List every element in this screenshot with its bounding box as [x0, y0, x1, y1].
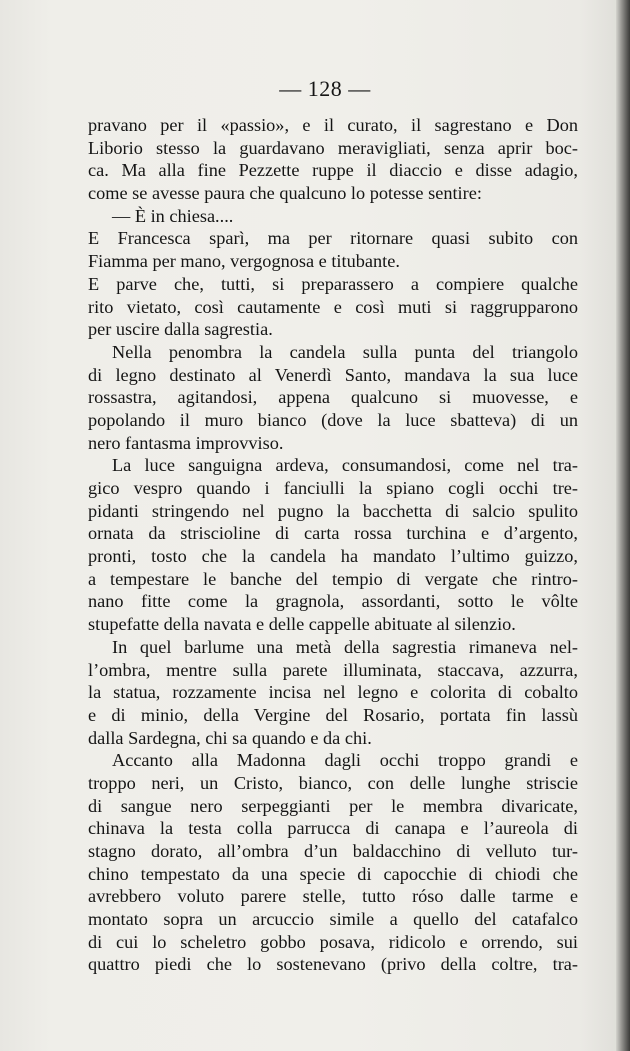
text-line: come se avesse paura che qualcuno lo potesse sentire:	[88, 183, 482, 204]
page-number: — 128 —	[279, 76, 371, 101]
text-line: E Francesca sparì, ma per ritornare quasi subito con	[88, 228, 578, 249]
text-line: E parve che, tutti, si preparassero a compiere qualche	[88, 273, 578, 294]
text-line: chinava la testa colla parrucca di canapa e l’aureola di	[88, 818, 578, 839]
text-line: la statua, rozzamente incisa nel legno e colorita di cobalto	[88, 682, 578, 703]
text-line: montato sopra un arcuccio simile a quello del catafalco	[88, 909, 578, 930]
text-line: nero fantasma improvviso.	[88, 432, 284, 453]
text-line: dalla Sardegna, chi sa quando e da chi.	[88, 727, 372, 748]
text-line: Liborio stesso la guardavano meravigliati, senza aprir boc-	[88, 137, 578, 158]
text-line: pidanti stringendo nel pugno la bacchetta di salcio spulito	[88, 500, 578, 521]
text-line: pravano per il «passio», e il curato, il sagrestano e Don	[88, 115, 578, 135]
text-line: popolando il muro bianco (dove la luce sbatteva) di un	[88, 409, 578, 430]
paragraph	[88, 273, 578, 341]
text-line: l’ombra, mentre sulla parete illuminata, staccava, azzurra,	[88, 659, 578, 680]
text-line: pronti, tosto che la candela ha mandato l’ultimo guizzo,	[88, 546, 578, 567]
paragraph	[88, 636, 578, 749]
paragraph	[88, 341, 578, 454]
paragraph	[88, 454, 578, 636]
text-line: Fiamma per mano, vergognosa e titubante.	[88, 251, 400, 272]
text-line: a tempestare le banche del tempio di vergate che rintro-	[88, 568, 578, 589]
paragraph	[88, 749, 578, 976]
text-line: ca. Ma alla fine Pezzette ruppe il diaccio e disse adagio,	[88, 160, 578, 181]
text-line: rito vietato, così cautamente e così muti si raggrupparono	[88, 296, 578, 317]
text-line: quattro piedi che lo sostenevano (privo della coltre, tra-	[88, 954, 578, 975]
text-line: La luce sanguigna ardeva, consumandosi, come nel tra-	[112, 455, 578, 476]
text-line: In quel barlume una metà della sagrestia rimaneva nel-	[112, 636, 578, 657]
text-line: ornata da striscioline di carta rossa turchina e d’argento,	[88, 523, 578, 544]
text-line: Nella penombra la candela sulla punta del triangolo	[112, 341, 578, 362]
paragraph	[88, 227, 578, 272]
text-line: avrebbero voluto parere stelle, tutto róso dalle tarme e	[88, 886, 578, 907]
text-line: stupefatte della navata e delle cappelle abituate al silenzio.	[88, 614, 516, 635]
text-line: di legno destinato al Venerdì Santo, mandava la sua luce	[88, 364, 578, 385]
text-line: stagno dorato, all’ombra d’un baldacchino di velluto tur-	[88, 841, 578, 861]
text-line: troppo neri, un Cristo, bianco, con delle lunghe striscie	[88, 772, 578, 793]
text-line: gico vespro quando i fanciulli la spiano cogli occhi tre-	[88, 478, 578, 498]
text-line: nano fitte come la gragnola, assordanti, sotto le vôlte	[88, 591, 578, 612]
text-line: di sangue nero serpeggianti per le membra divaricate,	[88, 795, 578, 816]
text-line: di cui lo scheletro gobbo posava, ridicolo e orrendo, sui	[88, 931, 578, 952]
text-line: e di minio, della Vergine del Rosario, portata fin lassù	[88, 704, 578, 725]
paragraph	[88, 114, 578, 205]
text-line: — È in chiesa....	[112, 205, 234, 226]
body-text	[88, 114, 578, 976]
page-edge-shadow	[616, 0, 630, 1051]
text-line: Accanto alla Madonna dagli occhi troppo grandi e	[112, 750, 578, 771]
text-line: per uscire dalla sagrestia.	[88, 319, 273, 340]
paragraph	[88, 205, 578, 228]
text-line: chino tempestato da una specie di capocchie di chiodi che	[88, 863, 578, 884]
text-line: rossastra, agitandosi, appena qualcuno si muovesse, e	[88, 387, 578, 408]
